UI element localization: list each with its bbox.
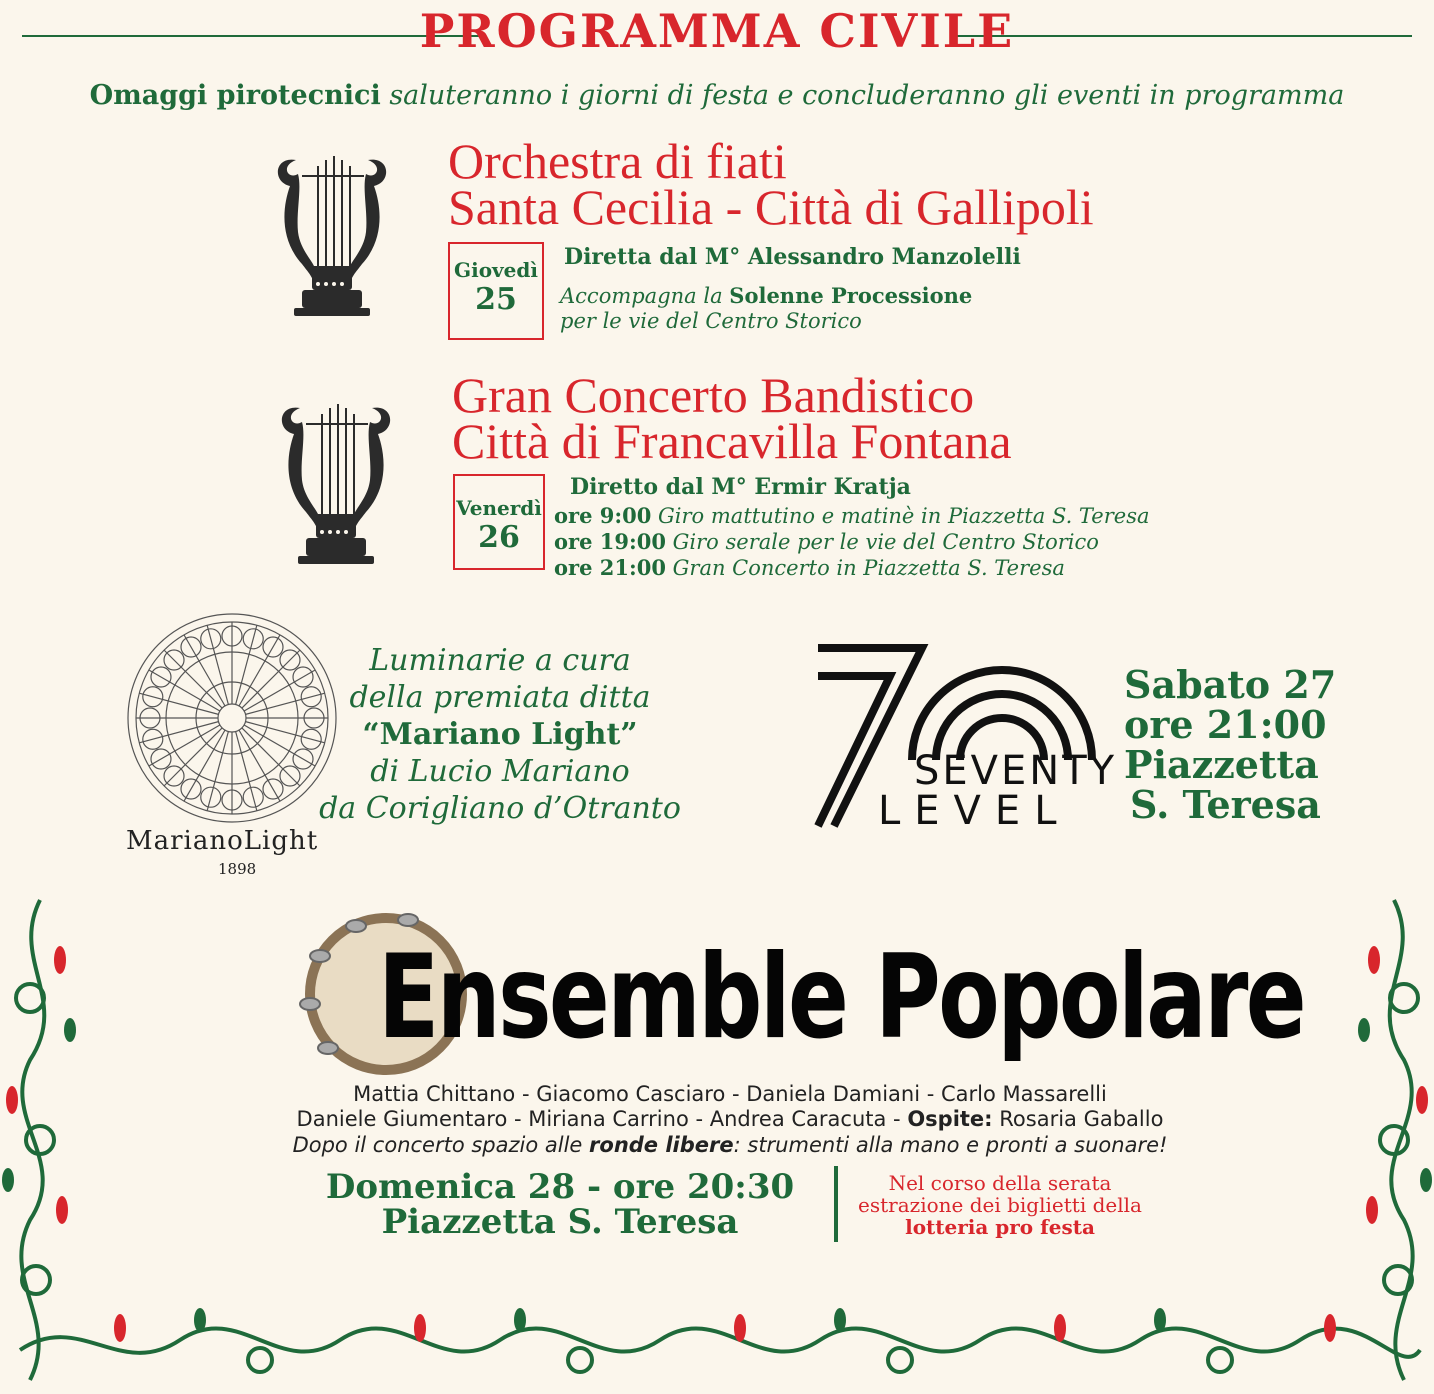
lyre-icon — [268, 148, 396, 322]
event2-director: Diretto dal M° Ermir Kratja — [570, 474, 911, 500]
rose-spoke — [242, 650, 300, 708]
event1-line1 — [560, 283, 972, 308]
schedule-desc: Gran Concerto in Piazzetta S. Teresa — [672, 556, 1065, 580]
seventy-logo-word2: LEVEL — [878, 788, 1071, 834]
lottery-line: Nel corso della serata — [888, 1171, 1112, 1195]
event1-title — [448, 133, 1094, 235]
ensemble-members-line1: Mattia Chittano - Giacomo Casciaro - Daniela Damiani - Carlo Massarelli — [353, 1082, 1107, 1106]
rose-spoke — [242, 728, 300, 786]
lyre-icon — [272, 396, 400, 570]
intro-rest: saluteranno i giorni di festa e concluderanno gli eventi in programma — [389, 80, 1345, 111]
event1-director: Diretta dal M° Alessandro Manzolelli — [564, 244, 1021, 270]
schedule-time: ore 21:00 — [554, 555, 666, 580]
event2-date: 26 — [478, 520, 520, 555]
luminarie-line: di Lucio Mariano — [370, 754, 630, 789]
lottery-line-bold: lotteria pro festa — [905, 1215, 1095, 1239]
event2-title-line2: Città di Francavilla Fontana — [452, 413, 1012, 469]
schedule-time: ore 9:00 — [554, 503, 652, 528]
luminarie-company: “Mariano Light” — [362, 717, 638, 752]
schedule-row — [554, 529, 1150, 555]
event1-line1-pre: Accompagna la — [560, 284, 723, 308]
event2-day: Venerdì — [456, 496, 542, 520]
intro-text — [0, 80, 1434, 111]
guest-label: Ospite: — [907, 1107, 993, 1131]
note-bold: ronde libere — [589, 1133, 734, 1157]
seventy-day: Sabato 27 — [1124, 662, 1337, 707]
seventy-logo-word1: SEVENTY — [914, 748, 1118, 794]
schedule-desc: Giro mattutino e matinè in Piazzetta S. Teresa — [658, 504, 1150, 528]
note-pre: Dopo il concerto spazio alle — [292, 1133, 583, 1157]
event2-date-box — [453, 474, 545, 570]
schedule-row — [554, 503, 1150, 529]
ensemble-title: Ensemble Popolare — [378, 930, 1305, 1065]
event1-date-box — [448, 242, 544, 340]
note-post: : strumenti alla mano e pronti a suonare! — [733, 1133, 1168, 1157]
rose-spoke — [164, 650, 222, 708]
intro-bold: Omaggi pirotecnici — [89, 80, 381, 111]
luminarie-line: da Corigliano d’Otranto — [319, 791, 681, 826]
seventy-time: ore 21:00 — [1124, 702, 1327, 747]
seventy-info — [1124, 662, 1337, 827]
event1-title-line2: Santa Cecilia - Città di Gallipoli — [448, 179, 1094, 235]
ensemble-place-line: Piazzetta S. Teresa — [381, 1202, 739, 1242]
seventy-place: Piazzetta — [1124, 742, 1319, 787]
guest-name: Rosaria Gaballo — [999, 1107, 1164, 1131]
event1-title-line1: Orchestra di fiati — [448, 133, 787, 189]
schedule-row — [554, 555, 1150, 581]
event1-date: 25 — [475, 282, 517, 317]
mariano-logo-year: 1898 — [218, 860, 257, 878]
event1-line2: per le vie del Centro Storico — [560, 309, 862, 333]
event2-schedule — [554, 503, 1150, 581]
mariano-logo-name: MarianoLight — [126, 826, 319, 856]
event2-title-line1: Gran Concerto Bandistico — [452, 367, 975, 423]
ensemble-date-line: Domenica 28 - ore 20:30 — [325, 1167, 795, 1207]
event1-line1-bold: Solenne Processione — [729, 283, 973, 308]
members2-text: Daniele Giumentaro - Miriana Carrino - Andrea Caracuta - — [296, 1107, 901, 1131]
event1-day: Giovedì — [454, 258, 538, 282]
event2-title — [452, 367, 1012, 469]
page-title: PROGRAMMA CIVILE — [419, 4, 1015, 58]
rose-spoke — [164, 728, 222, 786]
luminarie-line: della premiata ditta — [349, 680, 651, 715]
lottery-line: estrazione dei biglietti della — [858, 1193, 1142, 1217]
schedule-desc: Giro serale per le vie del Centro Storico — [672, 530, 1099, 554]
luminarie-line: Luminarie a cura — [369, 643, 631, 678]
luminarie-text — [300, 642, 700, 827]
schedule-time: ore 19:00 — [554, 529, 666, 554]
seventy-place: S. Teresa — [1130, 782, 1321, 827]
floral-border — [0, 880, 1434, 1394]
